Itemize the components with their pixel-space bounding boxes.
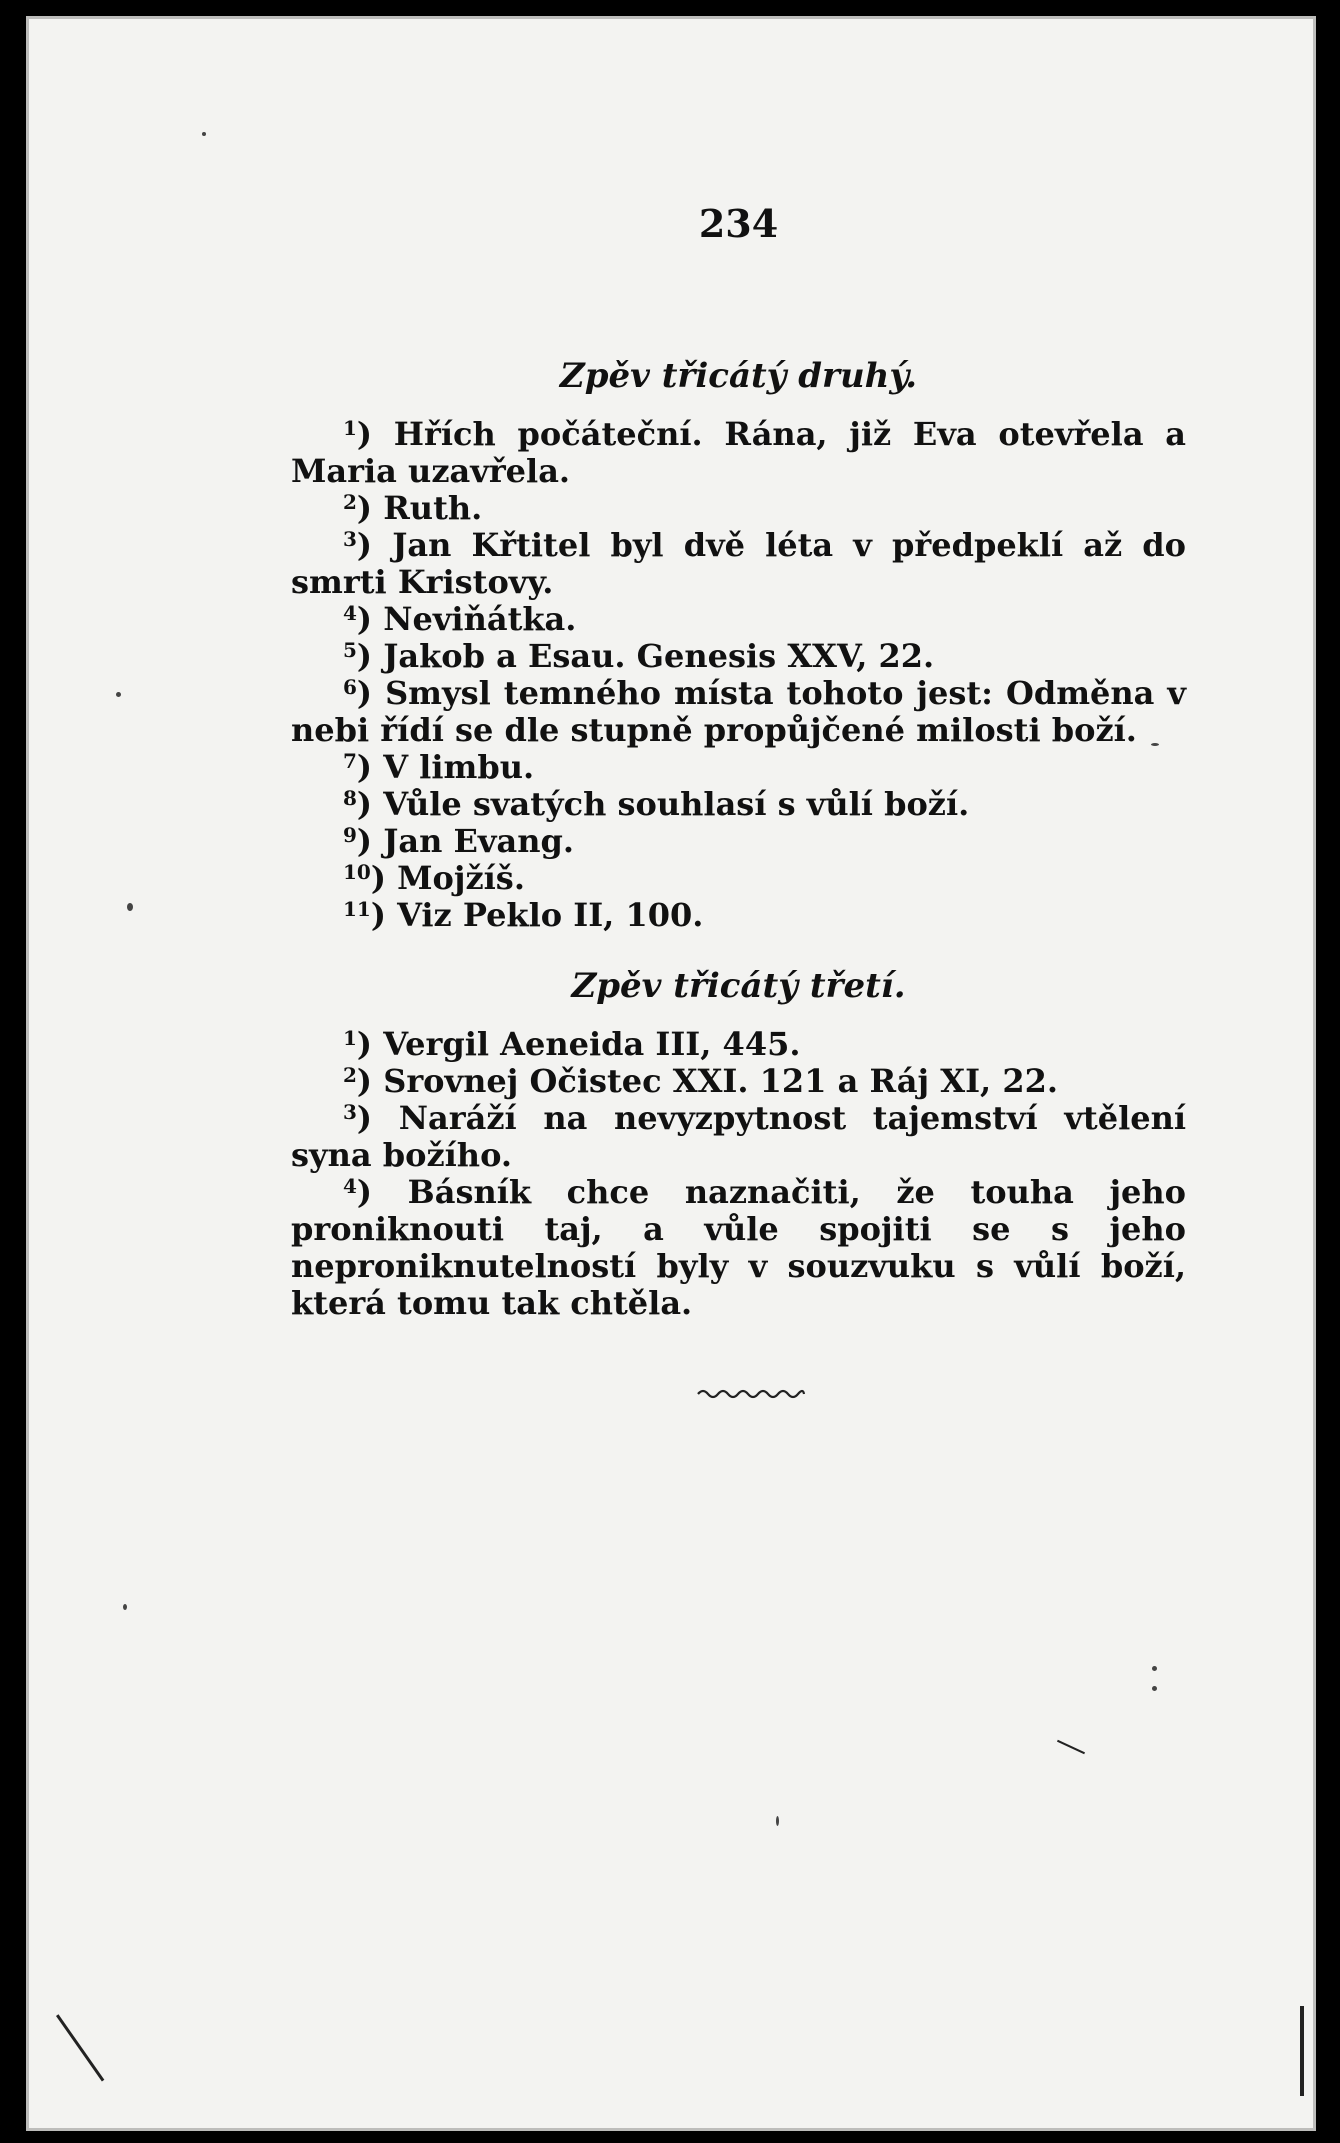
footnote: $^{10}$) Mojžíš. [343,859,525,897]
footnote: $^2$) Srovnej Očistec XXI. 121 a Ráj XI, 22. [343,1062,1058,1100]
footnote-text: V limbu. [383,748,535,786]
footnote-number: 3 [343,527,357,551]
scan-speck [776,1816,779,1826]
footnote-number: 3 [343,1100,357,1124]
footnote-number: 8 [343,786,357,810]
footnote: $^3$) Jan Křtitel byl dvě léta v předpeklí až do smrti Kristovy. [291,526,1187,601]
footnote: $^1$) Hřích počáteční. Rána, již Eva otevřela a Maria uzavřela. [291,415,1187,490]
footnote-number: 2 [343,490,357,514]
footnote: $^{11}$) Viz Peklo II, 100. [343,896,704,934]
footnote-number: 1 [343,1026,357,1050]
footnote-number: 10 [343,860,371,884]
footnote-text: Ruth. [383,489,483,527]
footnote: $^1$) Vergil Aeneida III, 445. [343,1025,801,1063]
footnote-number: 6 [343,675,357,699]
footnote-text: Jan Křtitel byl dvě léta v předpeklí až do smrti Kristovy. [291,526,1187,601]
scan-scratch [1300,2006,1304,2096]
footnote-text: Básník chce naznačiti, že touha jeho proniknouti taj, a vůle spojiti se s jeho neproniknutelností byly v souzvuku s vůlí boží, která tomu tak chtěla. [291,1173,1187,1322]
footnote-list [291,416,1186,934]
footnote: $^4$) Neviňátka. [343,600,577,638]
scan-speck [116,692,121,697]
footnote: $^5$) Jakob a Esau. Genesis XXV, 22. [343,637,935,675]
footnote-text: Neviňátka. [383,600,577,638]
footnote-text: Jakob a Esau. Genesis XXV, 22. [383,637,935,675]
footnote-text: Naráží na nevyzpytnost tajemství vtělení syna božího. [291,1099,1186,1174]
footnote-text: Hřích počáteční. Rána, již Eva otevřela a Maria uzavřela. [291,415,1187,490]
footnote-text: Mojžíš. [397,859,525,897]
footnote-number: 11 [343,897,371,921]
footnote: $^9$) Jan Evang. [343,822,574,860]
footnote-text: Smysl temného místa tohoto jest: Odměna v nebi řídí se dle stupně propůjčené milosti boží. [291,674,1187,749]
wavy-line-icon [696,1386,806,1402]
book-page [26,16,1316,2131]
footnote-number: 5 [343,638,357,662]
footnote-number: 9 [343,823,357,847]
footnote: $^3$) Naráží na nevyzpytnost tajemství vtělení syna božího. [291,1099,1186,1174]
page-number: 234 [698,201,779,246]
scan-speck [202,132,206,136]
footnote: $^6$) Smysl temného místa tohoto jest: Odměna v nebi řídí se dle stupně propůjčené milosti boží. [291,674,1187,749]
section-heading: Zpěv třicátý třetí. [571,966,906,1006]
footnote-number: 2 [343,1063,357,1087]
footnote-number: 4 [343,1174,357,1198]
footnote: $^7$) V limbu. [343,748,535,786]
footnote-text: Viz Peklo II, 100. [397,896,704,934]
scan-speck [1151,743,1159,746]
footnote-list [291,1026,1186,1322]
scan-scratch [1057,1740,1085,1754]
footnote: $^2$) Ruth. [343,489,483,527]
scan-speck [1152,1686,1157,1691]
footnote-number: 4 [343,601,357,625]
scan-speck [127,903,133,911]
footnote: $^8$) Vůle svatých souhlasí s vůlí boží. [343,785,970,823]
footnote-text: Jan Evang. [383,822,574,860]
footnote-text: Vergil Aeneida III, 445. [383,1025,801,1063]
footnote: $^4$) Básník chce naznačiti, že touha jeho proniknouti taj, a vůle spojiti se s jeho neproniknutelností byly v souzvuku s vůlí boží, která tomu tak chtěla. [291,1173,1187,1322]
scan-scratch [56,2014,104,2081]
footnote-text: Vůle svatých souhlasí s vůlí boží. [383,785,970,823]
footnote-text: Srovnej Očistec XXI. 121 a Ráj XI, 22. [383,1062,1058,1100]
scan-speck [123,1604,127,1610]
scan-speck [1152,1666,1157,1671]
section-heading: Zpěv třicátý druhý. [559,356,918,396]
footnote-number: 1 [343,416,357,440]
footnote-number: 7 [343,749,357,773]
